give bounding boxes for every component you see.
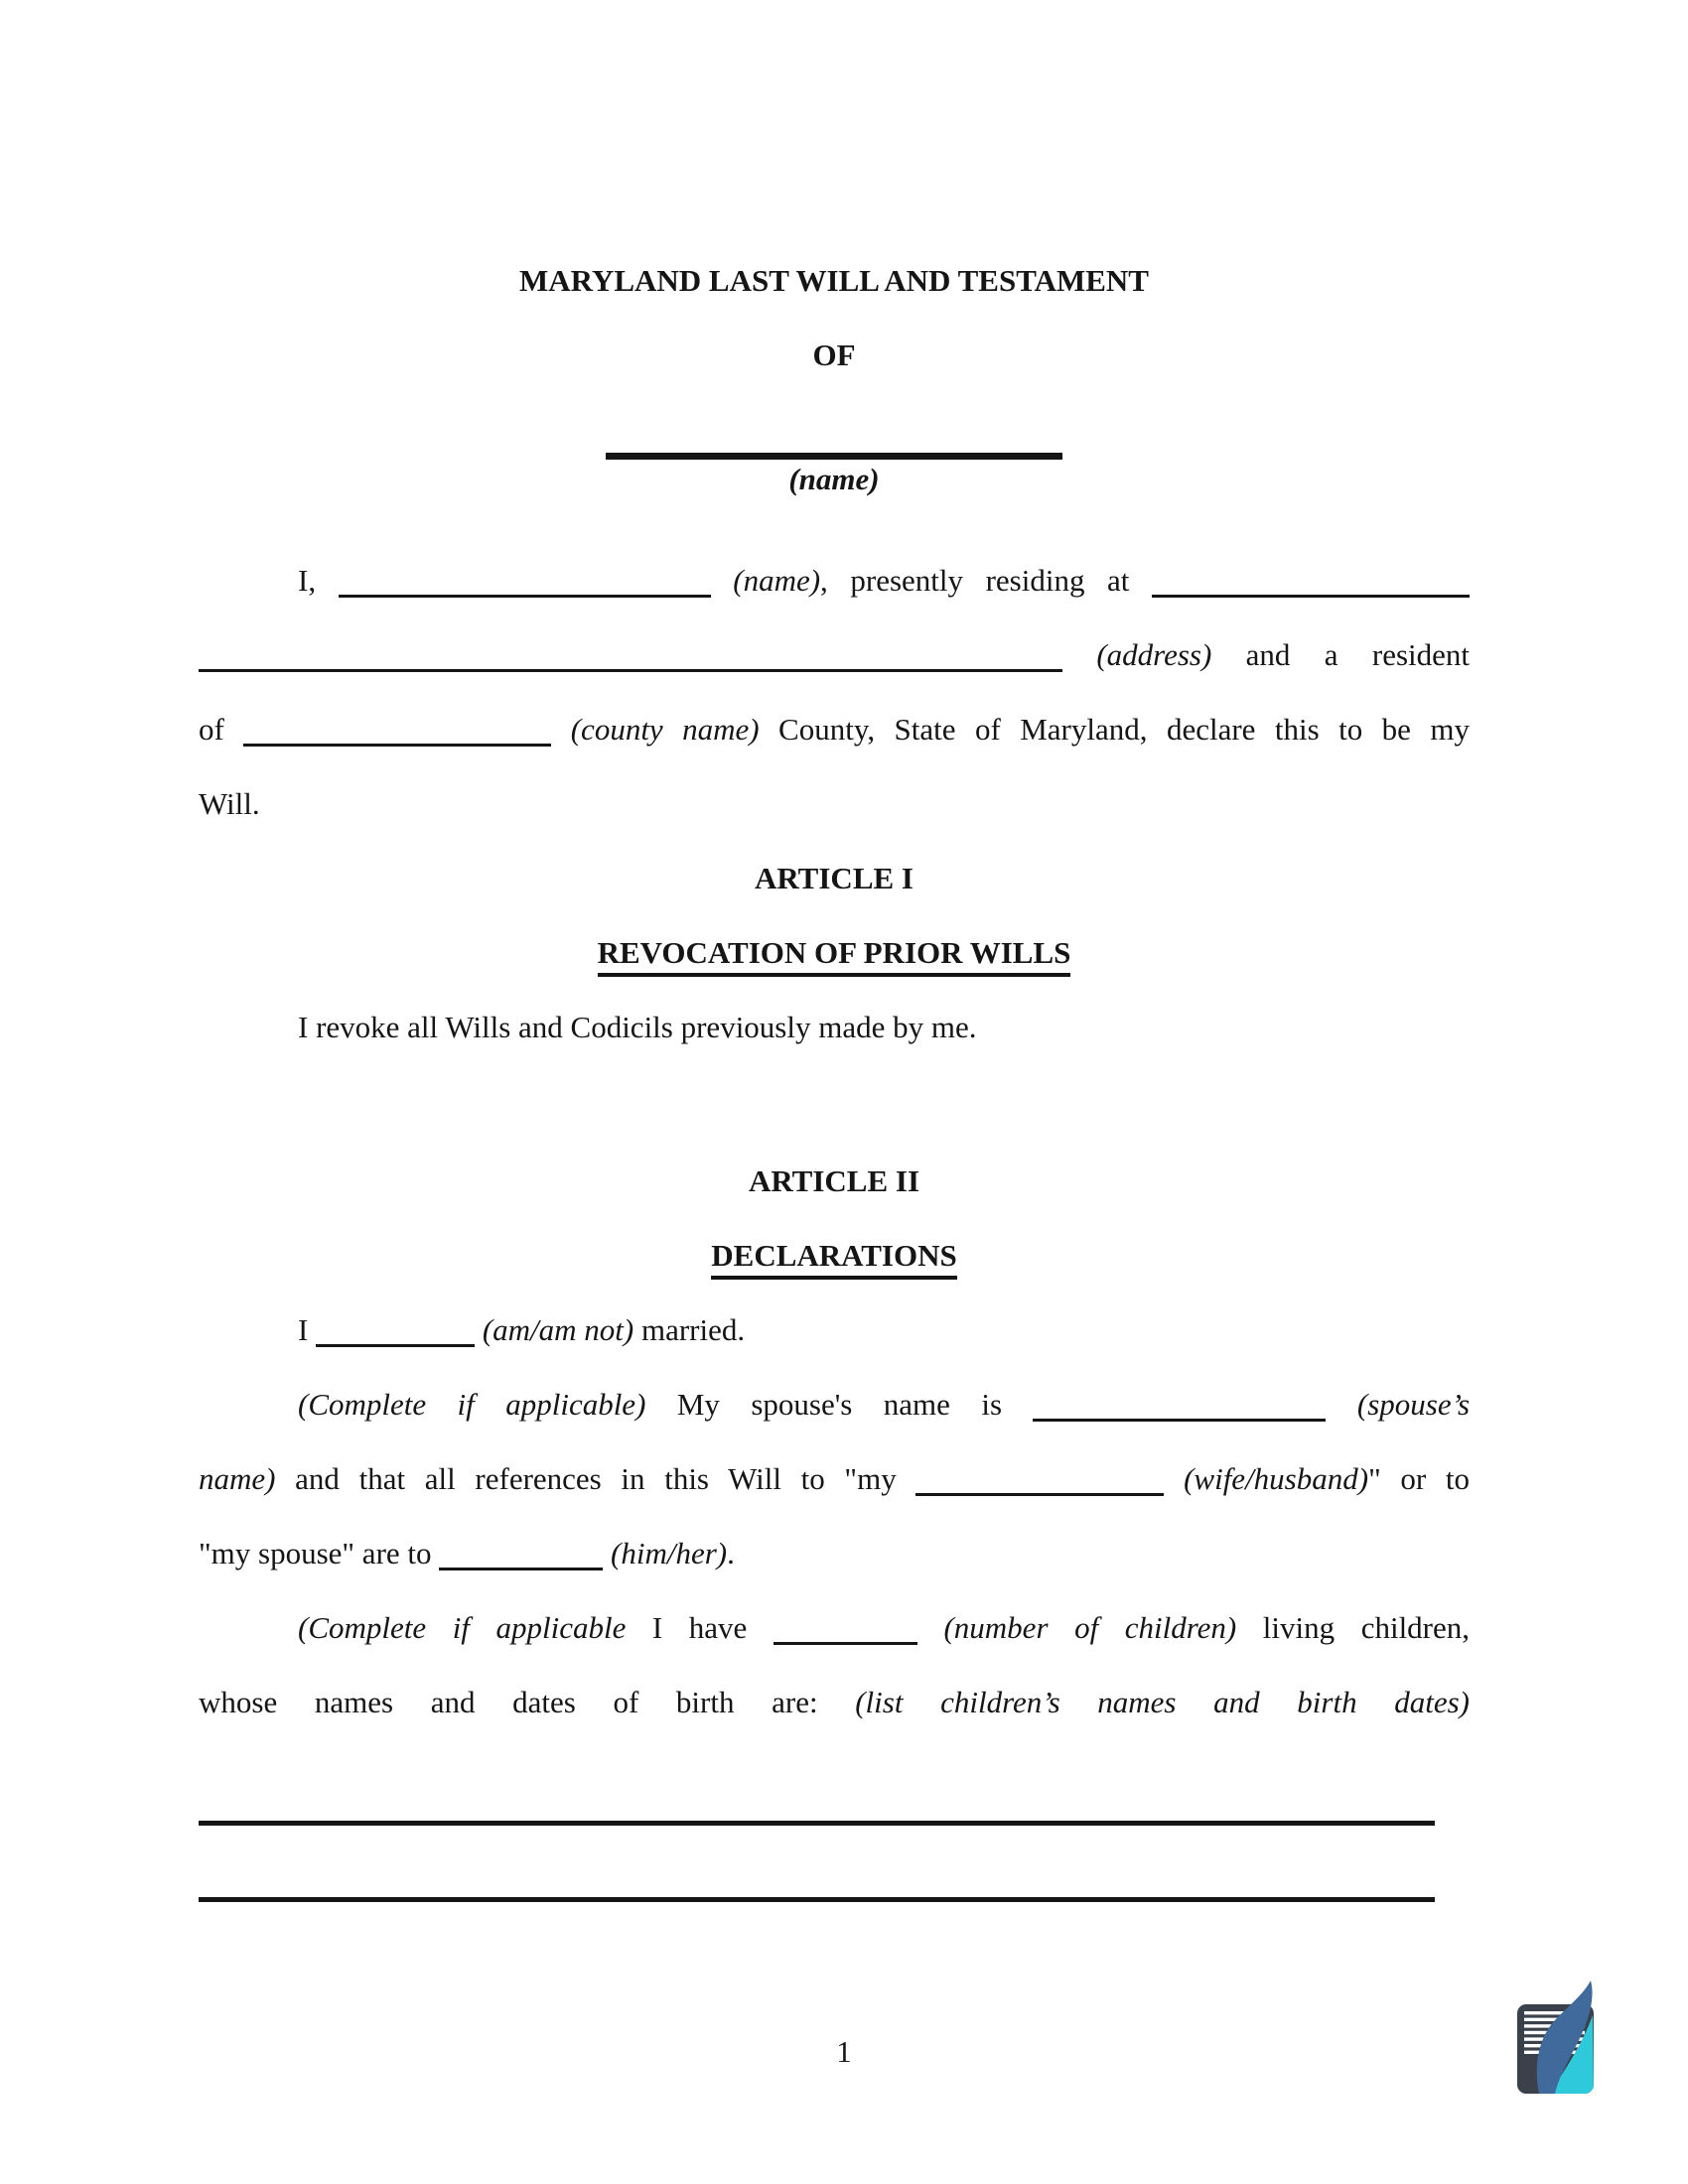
text-run: and that all references in this Will to "my	[275, 1461, 916, 1496]
marital-status-line	[199, 1293, 1470, 1367]
revocation-text	[199, 990, 1470, 1064]
text-run	[1062, 637, 1096, 672]
italic-run: name)	[199, 1461, 276, 1496]
spouse-line-1	[199, 1367, 1470, 1441]
text-run	[475, 1312, 483, 1347]
testator-name-blank[interactable]	[606, 453, 1062, 460]
article-1-subheading	[199, 915, 1470, 990]
text-run: whose names and dates of birth are:	[199, 1685, 856, 1719]
text-run: I,	[298, 563, 339, 598]
italic-run: (county name)	[570, 712, 760, 747]
text-run: living children,	[1236, 1610, 1471, 1645]
article-2-subheading	[199, 1218, 1470, 1293]
intro-line-3	[199, 692, 1470, 766]
italic-run: (him/her)	[611, 1536, 728, 1570]
article-1-heading	[199, 841, 1470, 915]
text-run: and a resident	[1211, 637, 1471, 672]
italic-run: (name)	[733, 563, 821, 598]
underlined-heading: REVOCATION OF PRIOR WILLS	[598, 935, 1071, 977]
italic-run: (am/am not)	[482, 1312, 634, 1347]
blank-field[interactable]	[316, 1310, 475, 1347]
italic-run: (Complete if applicable	[298, 1610, 627, 1645]
text-run: I revoke all Wills and Codicils previously made by me.	[298, 1010, 977, 1044]
document-title: MARYLAND LAST WILL AND TESTAMENT	[519, 263, 1149, 298]
spouse-line-3	[199, 1516, 1470, 1590]
italic-run: (wife/husband)	[1184, 1461, 1369, 1496]
italic-run: (number of children)	[943, 1610, 1237, 1645]
section-gap	[199, 1064, 1470, 1144]
text-run: My spouse's name is	[645, 1387, 1034, 1422]
children-list-rule-1[interactable]	[199, 1821, 1435, 1826]
text-run	[917, 1610, 944, 1645]
text-run: , presently residing at	[820, 563, 1152, 598]
text-run: .	[727, 1536, 735, 1570]
intro-line-2	[199, 617, 1470, 692]
underlined-heading: DECLARATIONS	[711, 1238, 956, 1280]
blank-field[interactable]	[339, 561, 711, 598]
text-run: of	[199, 712, 244, 747]
intro-line-4	[199, 766, 1470, 841]
text-run	[711, 563, 734, 598]
intro-line-1	[199, 543, 1470, 617]
text-run: ARTICLE I	[755, 861, 914, 895]
text-run: Will.	[199, 786, 260, 821]
italic-run: (list children’s names and birth dates)	[855, 1685, 1470, 1719]
blank-field[interactable]	[243, 710, 551, 747]
of-label: OF	[812, 338, 856, 372]
page-number: 1	[836, 2034, 852, 2069]
italic-run: (spouse’s	[1356, 1387, 1471, 1422]
spouse-line-2	[199, 1441, 1470, 1516]
children-line-2	[199, 1665, 1470, 1739]
text-run: " or to	[1368, 1461, 1471, 1496]
text-run	[1326, 1387, 1356, 1422]
blank-field[interactable]	[439, 1534, 603, 1570]
blank-field[interactable]	[774, 1608, 917, 1645]
text-run: ARTICLE II	[748, 1163, 920, 1198]
text-run: "my spouse" are to	[199, 1536, 440, 1570]
text-run	[603, 1536, 611, 1570]
text-run: County, State of Maryland, declare this to be my	[759, 712, 1470, 747]
italic-run: (Complete if applicable)	[298, 1387, 646, 1422]
italic-run: (address)	[1096, 637, 1212, 672]
name-caption: (name)	[788, 462, 880, 496]
blank-field[interactable]	[915, 1459, 1164, 1496]
blank-field[interactable]	[1152, 561, 1470, 598]
blank-field[interactable]	[199, 635, 1062, 672]
children-line-1	[199, 1590, 1470, 1665]
blank-field[interactable]	[1033, 1385, 1326, 1422]
children-list-rule-2[interactable]	[199, 1897, 1435, 1902]
text-run: I have	[626, 1610, 774, 1645]
text-run	[551, 712, 570, 747]
text-run: I	[298, 1312, 317, 1347]
article-2-heading	[199, 1144, 1470, 1218]
document-body	[199, 543, 1470, 1902]
text-run	[1164, 1461, 1184, 1496]
document-feather-logo-icon	[1513, 1979, 1597, 2097]
text-run: married.	[633, 1312, 746, 1347]
